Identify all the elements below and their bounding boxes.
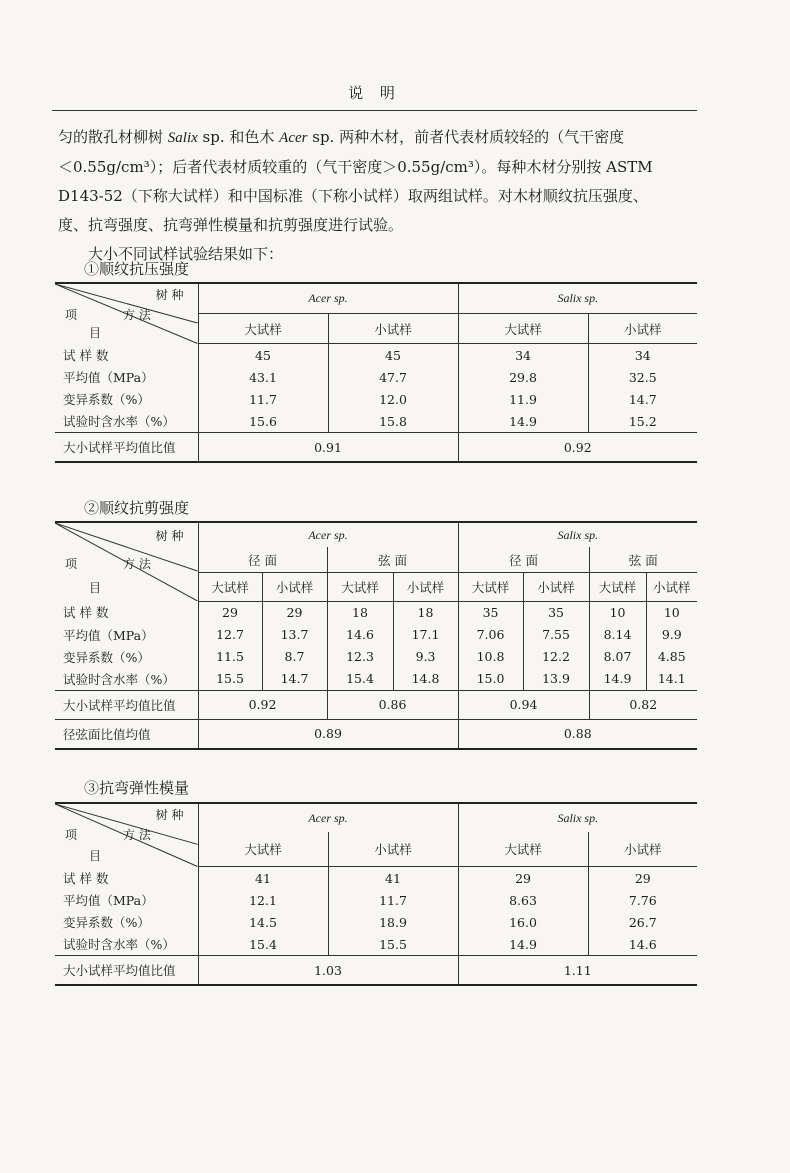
label-item-1: 项 bbox=[65, 828, 78, 842]
table-cell: 34 bbox=[458, 344, 588, 367]
ratio-salix-radial: 0.94 bbox=[458, 690, 589, 719]
col-large: 大试样 bbox=[458, 572, 523, 601]
label-item-2: 目 bbox=[89, 326, 102, 340]
latin-genus: Acer bbox=[279, 130, 308, 146]
col-small: 小试样 bbox=[588, 832, 697, 867]
ratio-salix: 1.11 bbox=[458, 956, 697, 986]
table-shear bbox=[55, 521, 697, 750]
section-title-shear: ②顺纹抗剪强度 bbox=[84, 499, 190, 517]
table-cell: 12.7 bbox=[198, 624, 262, 646]
face-radial: 径 面 bbox=[198, 547, 327, 572]
row-label-count: 试 样 数 bbox=[63, 347, 109, 363]
table-cell: 8.7 bbox=[262, 646, 327, 668]
label-item-1: 项 bbox=[65, 557, 78, 571]
table-cell: 14.9 bbox=[589, 668, 646, 691]
species-salix: Salix sp. bbox=[458, 803, 697, 832]
table-cell: 14.9 bbox=[458, 410, 588, 433]
table-cell: 29 bbox=[198, 601, 262, 624]
col-large: 大试样 bbox=[198, 572, 262, 601]
species-salix: Salix sp. bbox=[458, 522, 697, 547]
table-cell: 15.2 bbox=[588, 410, 697, 433]
table-cell: 15.8 bbox=[328, 410, 458, 433]
table-cell: 13.9 bbox=[523, 668, 589, 691]
face-radial: 径 面 bbox=[458, 547, 589, 572]
row-label-cv: 变异系数（%） bbox=[63, 649, 150, 665]
ratio-salix-tangential: 0.82 bbox=[589, 690, 697, 719]
row-label-face-ratio: 径弦面比值均值 bbox=[55, 719, 198, 749]
table-cell: 13.7 bbox=[262, 624, 327, 646]
intro-line-4: 度、抗弯强度、抗弯弹性模量和抗剪强度进行试验。 bbox=[58, 216, 404, 234]
table-cell: 14.7 bbox=[262, 668, 327, 691]
row-label-mean: 平均值（MPa） bbox=[63, 627, 154, 643]
table-cell: 47.7 bbox=[328, 366, 458, 388]
table-cell: 12.0 bbox=[328, 388, 458, 410]
table-cell: 14.7 bbox=[588, 388, 697, 410]
diagonal-header bbox=[55, 803, 198, 867]
table-modulus bbox=[55, 802, 697, 986]
row-label-cv: 变异系数（%） bbox=[63, 915, 150, 930]
ratio-acer: 0.91 bbox=[198, 433, 458, 463]
col-small: 小试样 bbox=[262, 572, 327, 601]
col-large: 大试样 bbox=[198, 832, 328, 867]
table-cell: 7.76 bbox=[588, 889, 697, 911]
label-item-2: 目 bbox=[89, 581, 102, 595]
table-cell: 18.9 bbox=[328, 911, 458, 933]
table-cell: 8.63 bbox=[458, 889, 588, 911]
col-small: 小试样 bbox=[588, 314, 697, 344]
table-cell: 12.1 bbox=[198, 889, 328, 911]
table-cell: 15.6 bbox=[198, 410, 328, 433]
table-cell: 32.5 bbox=[588, 366, 697, 388]
row-label-moisture: 试验时含水率（%） bbox=[63, 671, 175, 687]
table-cell: 12.2 bbox=[523, 646, 589, 668]
label-item-1: 项 bbox=[65, 308, 78, 322]
col-small: 小试样 bbox=[646, 572, 697, 601]
row-label-count: 试 样 数 bbox=[63, 870, 109, 886]
table-cell: 29 bbox=[588, 867, 697, 890]
table-cell: 7.06 bbox=[458, 624, 523, 646]
table-cell: 9.9 bbox=[646, 624, 697, 646]
col-large: 大试样 bbox=[458, 832, 588, 867]
diagonal-header bbox=[55, 522, 198, 601]
label-species: 树 种 bbox=[155, 288, 184, 302]
intro-text: 匀的散孔材柳树 bbox=[58, 128, 168, 146]
label-method: 方 法 bbox=[123, 557, 151, 571]
table-cell: 45 bbox=[328, 344, 458, 367]
table-cell: 14.6 bbox=[327, 624, 393, 646]
section-title-modulus: ③抗弯弹性模量 bbox=[84, 779, 190, 797]
header-rule bbox=[52, 110, 697, 111]
row-label-ratio: 大小试样平均值比值 bbox=[55, 956, 198, 986]
table-cell: 14.1 bbox=[646, 668, 697, 691]
label-method: 方 法 bbox=[123, 828, 151, 842]
table-cell: 34 bbox=[588, 344, 697, 367]
intro-text: sp. 两种木材，前者代表材质较轻的（气干密度 bbox=[307, 128, 625, 146]
table-cell: 29.8 bbox=[458, 366, 588, 388]
table-cell: 14.8 bbox=[393, 668, 458, 691]
table-cell: 26.7 bbox=[588, 911, 697, 933]
species-acer: Acer sp. bbox=[198, 803, 458, 832]
table-cell: 14.9 bbox=[458, 933, 588, 956]
ratio-acer-tangential: 0.86 bbox=[327, 690, 458, 719]
intro-line-2: ＜0.55g/cm³）；后者代表材质较重的（气干密度＞0.55g/cm³）。每种木材分别按 ASTM bbox=[58, 158, 653, 176]
table-cell: 35 bbox=[523, 601, 589, 624]
col-large: 大试样 bbox=[589, 572, 646, 601]
table-cell: 41 bbox=[198, 867, 328, 890]
table-cell: 14.5 bbox=[198, 911, 328, 933]
face-tangential: 弦 面 bbox=[327, 547, 458, 572]
col-small: 小试样 bbox=[328, 832, 458, 867]
table-cell: 29 bbox=[262, 601, 327, 624]
page-title: 说 明 bbox=[348, 84, 401, 102]
row-label-moisture: 试验时含水率（%） bbox=[63, 937, 175, 952]
row-label-ratio: 大小试样平均值比值 bbox=[55, 690, 198, 719]
table-cell: 45 bbox=[198, 344, 328, 367]
row-label-mean: 平均值（MPa） bbox=[63, 893, 154, 908]
col-small: 小试样 bbox=[328, 314, 458, 344]
species-acer: Acer sp. bbox=[198, 522, 458, 547]
table-cell: 18 bbox=[393, 601, 458, 624]
table-cell: 8.07 bbox=[589, 646, 646, 668]
table-cell: 17.1 bbox=[393, 624, 458, 646]
face-ratio-salix: 0.88 bbox=[458, 719, 697, 749]
table-cell: 11.5 bbox=[198, 646, 262, 668]
intro-paragraph bbox=[58, 123, 698, 269]
table-cell: 11.7 bbox=[328, 889, 458, 911]
table-cell: 18 bbox=[327, 601, 393, 624]
intro-line-5: 大小不同试样试验结果如下： bbox=[88, 245, 284, 263]
table-cell: 8.14 bbox=[589, 624, 646, 646]
table-compression bbox=[55, 282, 697, 463]
face-ratio-acer: 0.89 bbox=[198, 719, 458, 749]
table-cell: 15.0 bbox=[458, 668, 523, 691]
label-species: 树 种 bbox=[155, 529, 184, 543]
table-cell: 16.0 bbox=[458, 911, 588, 933]
row-label-ratio: 大小试样平均值比值 bbox=[55, 433, 198, 463]
label-method: 方 法 bbox=[123, 308, 151, 322]
col-large: 大试样 bbox=[327, 572, 393, 601]
intro-line-3: D143-52（下称大试样）和中国标准（下称小试样）取两组试样。对木材顺纹抗压强度、 bbox=[58, 187, 648, 205]
face-tangential: 弦 面 bbox=[589, 547, 697, 572]
col-small: 小试样 bbox=[393, 572, 458, 601]
table-cell: 7.55 bbox=[523, 624, 589, 646]
table-cell: 11.9 bbox=[458, 388, 588, 410]
table-cell: 11.7 bbox=[198, 388, 328, 410]
table-cell: 10 bbox=[646, 601, 697, 624]
row-label-count: 试 样 数 bbox=[63, 605, 109, 621]
col-large: 大试样 bbox=[458, 314, 588, 344]
ratio-acer-radial: 0.92 bbox=[198, 690, 327, 719]
label-species: 树 种 bbox=[155, 808, 184, 822]
ratio-acer: 1.03 bbox=[198, 956, 458, 986]
table-cell: 9.3 bbox=[393, 646, 458, 668]
row-label-mean: 平均值（MPa） bbox=[63, 370, 154, 385]
table-cell: 4.85 bbox=[646, 646, 697, 668]
row-label-moisture: 试验时含水率（%） bbox=[63, 414, 175, 429]
intro-line-1 bbox=[58, 123, 698, 153]
diagonal-header bbox=[55, 283, 198, 344]
table-cell: 15.5 bbox=[328, 933, 458, 956]
table-cell: 29 bbox=[458, 867, 588, 890]
table-cell: 10.8 bbox=[458, 646, 523, 668]
species-salix: Salix sp. bbox=[458, 283, 697, 314]
table-cell: 12.3 bbox=[327, 646, 393, 668]
col-small: 小试样 bbox=[523, 572, 589, 601]
col-large: 大试样 bbox=[198, 314, 328, 344]
table-cell: 15.4 bbox=[327, 668, 393, 691]
table-cell: 10 bbox=[589, 601, 646, 624]
section-title-compression: ①顺纹抗压强度 bbox=[84, 260, 190, 278]
table-cell: 15.5 bbox=[198, 668, 262, 691]
table-cell: 15.4 bbox=[198, 933, 328, 956]
latin-genus: Salix bbox=[167, 130, 198, 146]
ratio-salix: 0.92 bbox=[458, 433, 697, 463]
table-cell: 14.6 bbox=[588, 933, 697, 956]
intro-text: sp. 和色木 bbox=[197, 128, 280, 146]
table-cell: 41 bbox=[328, 867, 458, 890]
table-cell: 43.1 bbox=[198, 366, 328, 388]
table-cell: 35 bbox=[458, 601, 523, 624]
label-item-2: 目 bbox=[89, 849, 102, 863]
species-acer: Acer sp. bbox=[198, 283, 458, 314]
row-label-cv: 变异系数（%） bbox=[63, 392, 150, 407]
